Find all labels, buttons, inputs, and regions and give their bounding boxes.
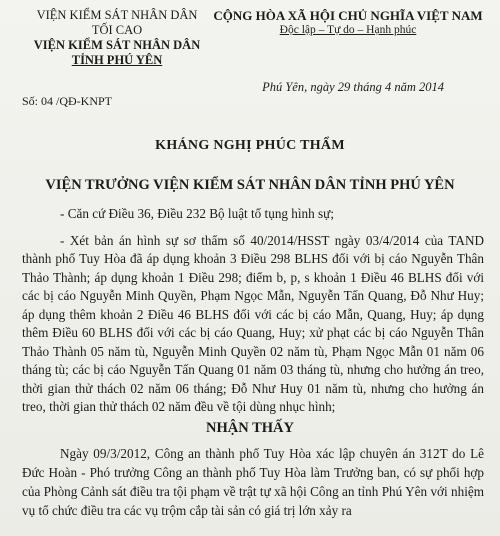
document-date: Phú Yên, ngày 29 tháng 4 năm 2014: [262, 80, 444, 94]
issuing-authority: VIỆN TRƯỞNG VIỆN KIỂM SÁT NHÂN DÂN TỈNH PHÚ YÊN: [45, 177, 455, 193]
agency-line-3: VIỆN KIỂM SÁT NHÂN DÂN: [33, 38, 201, 52]
document-title: KHÁNG NGHỊ PHÚC THẨM: [155, 138, 345, 153]
body-paragraph: - Căn cứ Điều 36, Điều 232 Bộ luật tố tụng hình sự;: [60, 206, 334, 221]
document-body: [22, 205, 484, 425]
document-number: Số: 04 /QĐ-KNPT: [22, 94, 113, 108]
body-paragraph: - Xét bản án hình sự sơ thẩm số 40/2014/HSST ngày 03/4/2014 của TAND thành phố Tuy Hòa đã áp dụng khoản 3 Điều 298 BLHS đối với bị cáo Nguyễn Thân Thảo Thành; áp dụng khoản 1 Điều 298; điểm b, p, s khoản 1 Điều 46 BLHS đối với các bị cáo Nguyễn Minh Quyền, Phạm Ngọc Mẫn, Nguyễn Tấn Quang, Đỗ Như Huy; áp dụng thêm khoản 2 Điều 46 BLHS đối với các bị cáo Mẫn, Quang, Huy; áp dụng thêm Điều 60 BLHS đối với các bị cáo Quang, Huy; xử phạt các bị cáo Nguyễn Thân Thảo Thành 05 năm tù, Nguyễn Minh Quyền 02 năm tù, Phạm Ngọc Mẫn 01 năm 06 tháng tù; các bị cáo Nguyễn Tấn Quang 01 năm 03 tháng tù, nhưng cho hưởng án treo, thời gian thử thách 02 năm 06 tháng; Đỗ Như Huy 01 năm tù, nhưng cho hưởng án treo, thời gian thử thách 02 năm đều về tội dùng nhục hình;: [22, 232, 484, 414]
agency-line-4: TỈNH PHÚ YÊN: [71, 53, 163, 67]
agency-line-2: TỐI CAO: [91, 23, 143, 37]
section-body: [22, 444, 484, 520]
nation-name: CỘNG HÒA XÃ HỘI CHỦ NGHĨA VIỆT NAM: [213, 8, 483, 23]
national-header: [200, 8, 496, 38]
issuing-agency-header: [12, 8, 222, 68]
section-heading: NHẬN THẤY: [206, 420, 294, 436]
section-paragraph: Ngày 09/3/2012, Công an thành phố Tuy Hòa xác lập chuyên án 312T do Lê Đức Hoàn - Phó trưởng Công an thành phố Tuy Hòa làm Trưởng ban, có sự phối hợp của Phòng Cảnh sát điều tra tội phạm về trật tự xã hội Công an tỉnh Phú Yên với nhiệm vụ tổ chức điều tra các vụ trộm cắp tài sản có giá trị lớn xảy ra: [22, 446, 484, 518]
agency-line-1: VIỆN KIỂM SÁT NHÂN DÂN: [36, 8, 198, 22]
national-motto: Độc lập – Tự do – Hạnh phúc: [279, 24, 417, 36]
